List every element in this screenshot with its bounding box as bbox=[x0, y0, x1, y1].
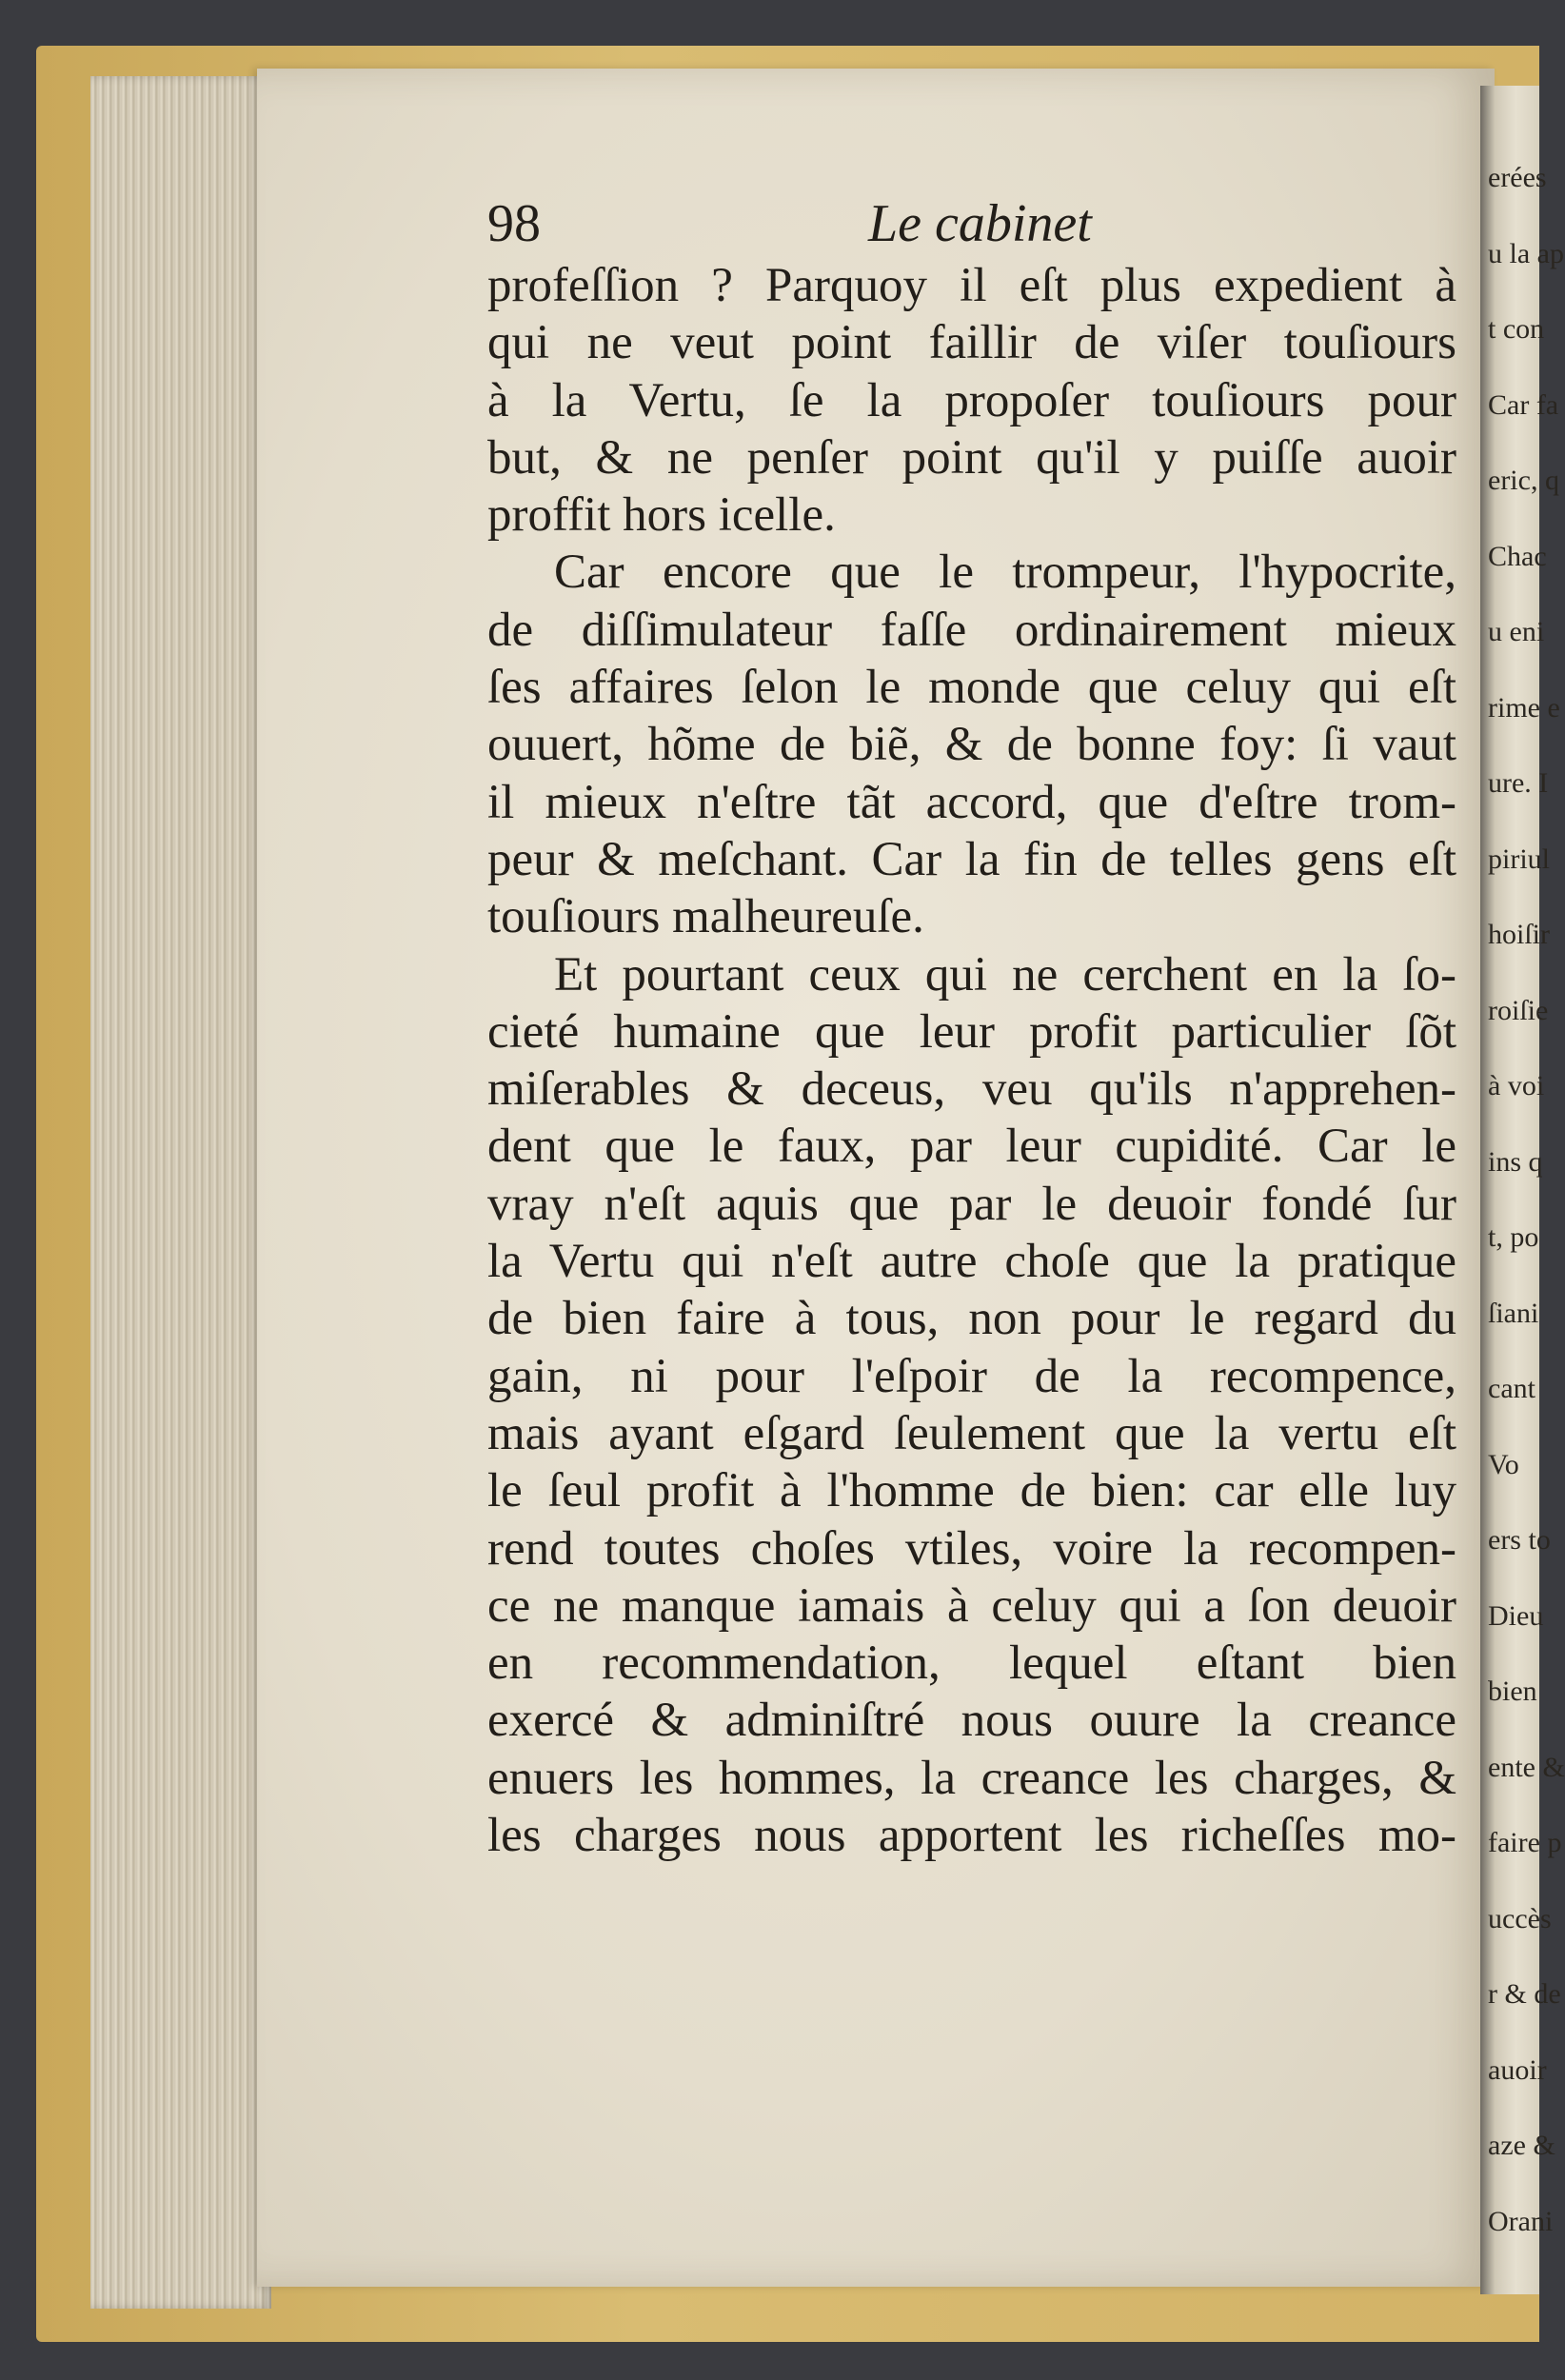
next-page-fragment: cant bbox=[1488, 1373, 1535, 1404]
next-page-fragment: auoir bbox=[1488, 2053, 1547, 2086]
text-line: peur & meſchant. Car la fin de telles gens eſt bbox=[487, 832, 1456, 886]
next-page-fragment: faire p bbox=[1488, 1827, 1562, 1858]
next-page-fragment: ers to bbox=[1488, 1524, 1551, 1556]
page-edges bbox=[90, 76, 271, 2309]
next-page-edge bbox=[1480, 86, 1565, 2294]
running-title: Le cabinet bbox=[868, 194, 1092, 253]
next-page-fragment: bien bbox=[1488, 1676, 1537, 1707]
text-line: Et pourtant ceux qui ne cerchent en la ſo- bbox=[554, 947, 1456, 1002]
text-line: à la Vertu, ſe la propoſer touſiours pour bbox=[487, 373, 1456, 427]
text-line: proffit hors icelle. bbox=[487, 488, 836, 543]
text-line: dent que le faux, par leur cupidité. Car le bbox=[487, 1120, 1456, 1174]
text-line: enuers les hommes, la creance les charges, & bbox=[487, 1751, 1456, 1805]
next-page-fragment: ſiani bbox=[1488, 1297, 1539, 1329]
text-line: ce ne manque iamais à celuy qui a ſon deuoir bbox=[487, 1578, 1456, 1633]
next-page-fragment: uccès bbox=[1488, 1902, 1552, 1934]
text-line: rend toutes choſes vtiles, voire la recompen- bbox=[487, 1521, 1456, 1576]
next-page-fragment: r & de bbox=[1488, 1978, 1561, 2010]
next-page-fragment: erées bbox=[1488, 162, 1547, 193]
text-line: profeſſion ? Parquoy il eſt plus expedient à bbox=[487, 259, 1456, 312]
next-page-fragment: eric, q bbox=[1488, 465, 1559, 496]
next-page-fragment: rime e bbox=[1488, 691, 1560, 724]
next-page-fragment: roiſie bbox=[1488, 994, 1549, 1026]
text-line: de diſſimulateur faſſe ordinairement mieux bbox=[487, 603, 1456, 657]
text-line: cieté humaine que leur profit particulier ſõt bbox=[487, 1004, 1456, 1059]
next-page-fragment: Chac bbox=[1488, 540, 1547, 572]
next-page-fragment: u eni bbox=[1488, 616, 1545, 647]
text-line: la Vertu qui n'eſt autre choſe que la pratique bbox=[487, 1235, 1456, 1289]
text-body bbox=[487, 257, 1456, 1864]
next-page-fragment: hoiſir bbox=[1488, 919, 1550, 950]
page-text bbox=[487, 190, 1456, 1864]
text-line: gain, ni pour l'eſpoir de la recompence, bbox=[487, 1349, 1456, 1403]
text-line: qui ne veut point faillir de viſer touſiours bbox=[487, 316, 1456, 370]
next-page-fragment: ins q bbox=[1488, 1145, 1543, 1178]
text-line: but, & ne penſer point qu'il y puiſſe auoir bbox=[487, 430, 1456, 485]
next-page-fragment: Vo bbox=[1488, 1448, 1519, 1480]
text-line: de bien faire à tous, non pour le regard du bbox=[487, 1292, 1456, 1346]
text-line: ouuert, hõme de biẽ, & de bonne foy: ſi vaut bbox=[487, 718, 1456, 772]
next-page-fragment: Dieu bbox=[1488, 1599, 1544, 1632]
text-line: vray n'eſt aquis que par le deuoir fondé ſur bbox=[487, 1177, 1456, 1231]
next-page-fragment: u la ap bbox=[1488, 237, 1564, 269]
text-line: en recommendation, lequel eſtant bien bbox=[487, 1636, 1456, 1691]
text-line: ſes affaires ſelon le monde que celuy qui eſt bbox=[487, 661, 1456, 715]
text-line: exercé & adminiſtré nous ouure la creance bbox=[487, 1694, 1456, 1748]
page-header bbox=[487, 190, 1456, 257]
next-page-fragment: aze & bbox=[1488, 2130, 1555, 2161]
next-page-fragment: ente & bbox=[1488, 1751, 1565, 1783]
text-line: touſiours malheureuſe. bbox=[487, 890, 924, 944]
page-number: 98 bbox=[487, 194, 541, 253]
next-page-fragment: t con bbox=[1488, 313, 1545, 345]
text-line: Car encore que le trompeur, l'hypocrite, bbox=[554, 545, 1456, 600]
next-page-fragment: piriul bbox=[1488, 843, 1550, 875]
text-line: il mieux n'eſtre tãt accord, que d'eſtre trom- bbox=[487, 775, 1456, 829]
next-page-fragment: Orani bbox=[1488, 2205, 1554, 2237]
next-page-fragment: ure. I bbox=[1488, 767, 1549, 799]
next-page-fragment: t, po bbox=[1488, 1221, 1539, 1253]
next-page-fragment: Car fa bbox=[1488, 388, 1559, 421]
next-page-fragment: à voi bbox=[1488, 1070, 1545, 1101]
text-line: mais ayant eſgard ſeulement que la vertu eſt bbox=[487, 1406, 1456, 1460]
text-line: miſerables & deceus, veu qu'ils n'apprehen- bbox=[487, 1062, 1456, 1117]
text-line: le ſeul profit à l'homme de bien: car elle luy bbox=[487, 1464, 1456, 1518]
text-line: les charges nous apportent les richeſſes mo- bbox=[487, 1809, 1456, 1863]
